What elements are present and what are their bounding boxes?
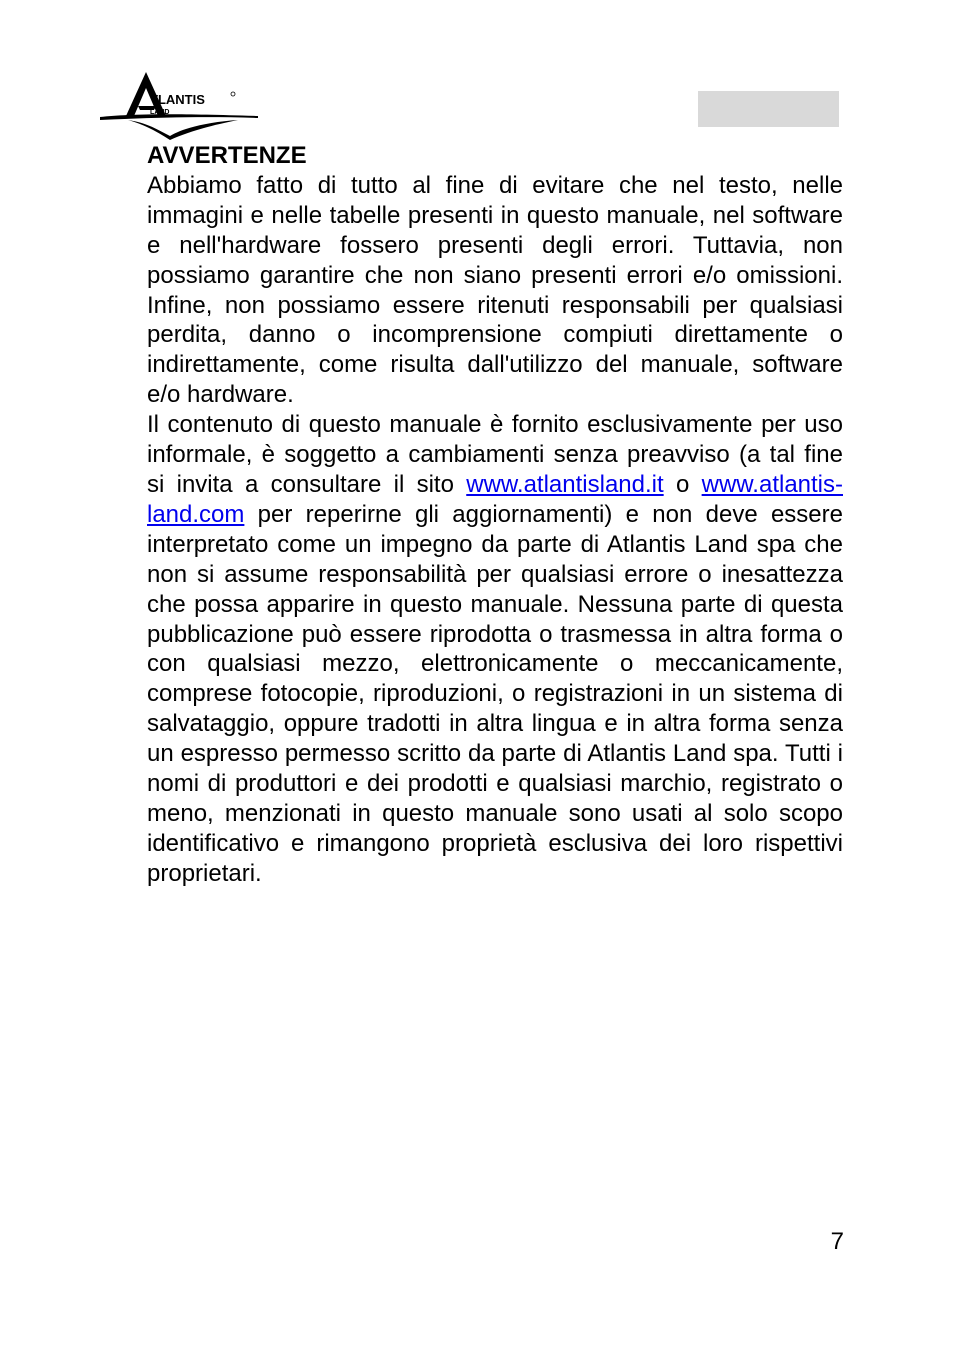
header-chapter-box: [698, 91, 839, 127]
disclaimer-paragraph-1: Abbiamo fatto di tutto al fine di evitare che nel testo, nelle immagini e nelle tabelle presenti in questo manuale, nel software e nell'hardware fossero presenti degli errori. Tuttavia, non possiamo garantire che non siano presenti errori e/o omissioni. Infine, non possiamo essere ritenuti responsabili per qualsiasi perdita, danno o incomprensione compiuti direttamente o indirettamente, come risulta dall'utilizzo del manuale, software e/o hardware.: [147, 171, 843, 409]
svg-text:LAND: LAND: [150, 109, 170, 116]
atlantis-land-com-link[interactable]: www.atlantis-land.com: [147, 470, 843, 528]
paragraph-2-text-middle: o: [663, 470, 702, 498]
page-content: [147, 141, 843, 889]
disclaimer-paragraph-2: [147, 410, 843, 889]
paragraph-2-text-before: Il contenuto di questo manuale è fornito esclusivamente per uso informale, è soggetto a cambiamenti senza preavviso (a tal fine si invita a consultare il sito: [147, 411, 843, 498]
paragraph-2-text-after: per reperirne gli aggiornamenti) e non deve essere interpretato come un impegno da parte di Atlantis Land spa che non si assume responsabilità per qualsiasi errore o inesattezza che possa apparire in questo manuale. Nessuna parte di questa pubblicazione può essere riprodotta o trasmessa in altra forma o con qualsiasi mezzo, elettronicamente o meccanicamente, comprese fotocopie, riproduzioni, o registrazioni in un sistema di salvataggio, oppure tradotti in altra lingua e in altra forma senza un espresso permesso scritto da parte di Atlantis Land spa. Tutti i nomi di produttori e dei prodotti e qualsiasi marchio, registrato o meno, menzionati in questo manuale sono usati al solo scopo identificativo e rimangono proprietà esclusiva dei loro rispettivi proprietari.: [147, 500, 843, 887]
svg-text:TLANTIS: TLANTIS: [150, 92, 205, 107]
logo-mark-icon: [98, 70, 260, 140]
atlantis-land-logo: [98, 70, 260, 140]
atlantisland-it-link[interactable]: www.atlantisland.it: [466, 470, 664, 498]
section-title: AVVERTENZE: [147, 142, 307, 169]
page-number: 7: [830, 1228, 844, 1255]
